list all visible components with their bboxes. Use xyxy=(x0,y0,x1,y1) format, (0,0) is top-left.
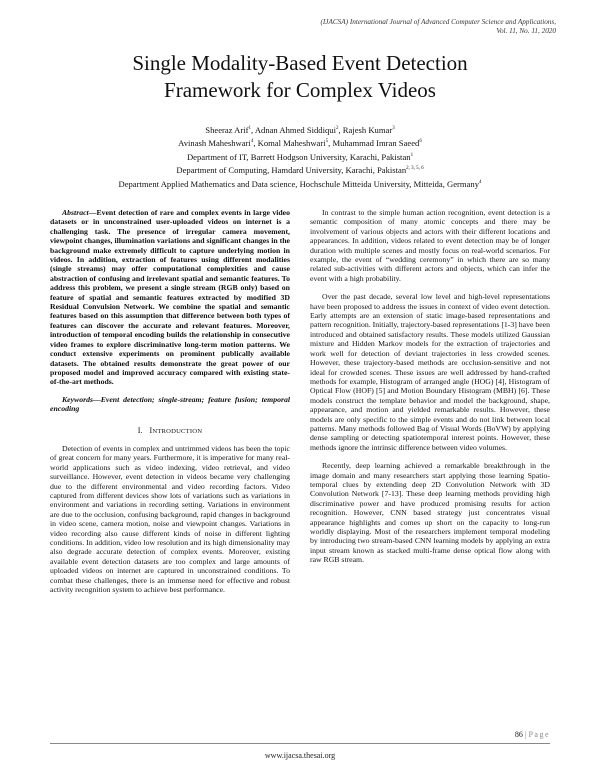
page-number xyxy=(515,730,550,739)
author-index: 4 xyxy=(250,139,254,145)
section-title-rest: NTRODUCTION xyxy=(152,427,203,435)
affiliation-text: Department of Computing, Hamdard University, Karachi, Pakistan xyxy=(176,165,407,176)
journal-volume: Vol. 11, No. 11, 2020 xyxy=(496,27,556,35)
footer-divider xyxy=(50,743,550,744)
author-name: Muhammad Imran Saeed xyxy=(332,138,420,149)
section-title-initial: I xyxy=(149,425,153,435)
title-line-2: Framework for Complex Videos xyxy=(164,78,436,102)
abstract-text: Event detection of rare and complex events in large video datasets or in unconstrained user-uploaded videos on internet is a challenging task. The presence of irregular camera movement, viewpoint changes, illumination variations and significant changes in the background make extremely difficult to capture underlying motion in videos. In addition, extraction of features using different modalities (single streams) may offer computational complexities and cause abstraction of confusing and irrelevant spatial and semantic features. To address this problem, we present a single stream (RGB only) based on feature of spatial and semantic features extracted by modified 3D Residual Convulsion Network. We combine the spatial and semantic features based on this assumption that difference between both types of features can discover the accurate and relevant features. Moreover, introduction of temporal encoding builds the relationship in consecutive video frames to explore discriminative long-term motion patterns. We conduct extensive experiments on prominent publically available datasets. The obtained results demonstrate the great power of our proposed model and improved accuracy compared with existing state-of-the-art methods. xyxy=(50,208,290,387)
keywords xyxy=(50,395,290,414)
body-paragraph: In contrast to the simple human action recognition, event detection is a semantic composition of many atomic concepts and there may be involvement of various objects and actors with their different locations and appearances. In addition, videos related to event detection may be of longer duration with multiple scenes and mostly focus on real-world scenarios. For example, the event of “wedding ceremony” in which there are so many related sub-activities with different actors and objects, which can infer the event with a high probability. xyxy=(310,208,550,283)
affiliation xyxy=(30,163,570,176)
right-column xyxy=(310,208,550,565)
page-label: Page xyxy=(528,730,550,739)
affiliation-index: 2, 3, 5, 6 xyxy=(406,166,424,172)
author-index: 5 xyxy=(325,139,329,145)
affiliation xyxy=(30,150,570,163)
title-line-1: Single Modality-Based Event Detection xyxy=(132,51,468,75)
journal-name: (IJACSA) International Journal of Advanced Computer Science and Applications, xyxy=(320,18,556,26)
author-name: Komal Maheshwari xyxy=(257,138,326,149)
affiliation-index: 1 xyxy=(410,152,414,158)
page-separator: | xyxy=(524,730,527,739)
left-column xyxy=(50,208,290,594)
author-block xyxy=(30,123,570,190)
author-name: Adnan Ahmed Siddiqui xyxy=(254,124,336,135)
abstract xyxy=(50,208,290,387)
author-name: Sheeraz Arif xyxy=(205,124,249,135)
affiliation xyxy=(30,177,570,190)
intro-paragraph: Detection of events in complex and untrimmed videos has been the topic of great concern for many years. Furthermore, it is imperative for many real-world applications such as video indexing, video retrieval, and video surveillance. However, event detection in videos became very challenging due to the different environmental and video recording factors. Video captured from different devices show lots of variations such as variations in environment and variations in recording setting. Variations in environment are due to the occlusion, confusing background, rapid changes in background in video scene, camera motion, noise and viewpoint changes. Variations in video recording also cause different kinds of noise in different lighting conditions. In addition, video low resolution and its high dimensionality may also degrade accurate detection of complex events. Moreover, existing available event detection datasets are too complex and large amounts of uploaded videos on internet are captured in unconstrained conditions. To combat these challenges, there is an immense need for effective and robust activity recognition system to achieve best performance. xyxy=(50,443,290,595)
author-row-2: Avinash Maheshwari$^4$, Komal Maheshwari$^5$, Muhammad Imran Saeed$^6$ xyxy=(178,138,422,149)
section-number: I. xyxy=(137,425,143,435)
journal-header xyxy=(156,18,556,36)
abstract-label: Abstract— xyxy=(62,208,97,217)
footer-url[interactable]: www.ijacsa.thesai.org xyxy=(264,751,336,760)
author-index: 3 xyxy=(392,126,395,131)
body-paragraph: Over the past decade, several low level and high-level representations have been proposed to address the issues in context of video event detection. Early attempts are an extension of static image-based representations and pattern recognition. Initially, trajectory-based representations [1-3] have been introduced and obtained satisfactory results. These models utilized Gaussian mixture and Hidden Markov models for the extraction of trajectories and work well for detection of deviant trajectories in less crowded scenes. However, these trajectory-based methods are occlusion-sensitive and not ideal for crowded scenes. These issues are well addressed by hand-crafted methods for example, Histogram of arranged angle (HOG) [4], Histogram of Optical Flow (HOF) [5] and Motion Boundary Histogram (MBH) [6]. These models construct the template behavior and model the background, shape, appearance, and motion and yielded remarkable results. However, these models are only specific to the simple events and do not link between local patterns. Many methods followed Bag of Visual Words (BoVW) by applying dense sampling or detecting spatiotemporal interest points. However, these methods ignore the intrinsic difference between video volumes. xyxy=(310,292,550,452)
author-name: Avinash Maheshwari xyxy=(178,138,251,149)
author-index: 1 xyxy=(248,126,251,131)
author-index: 2 xyxy=(335,126,339,131)
affiliation-text: Department Applied Mathematics and Data science, Hochschule Mitteida University, Mitteida, Germany xyxy=(118,178,479,189)
author-name: Rajesh Kumar xyxy=(342,124,393,135)
body-paragraph: Recently, deep learning achieved a remarkable breakthrough in the image domain and many researchers start applying those learning Spatio-temporal clues by extending deep 2D Convolution Network with 3D Convolution Network [7-13]. These deep learning methods providing high discriminative power and have produced promising results for action recognition. However, CNN based strategy just concentrates visual appearance highlights and comes up short on the capacity to long-run worldly displaying. Most of the researchers implement temporal modeling by introducing two stream-based CNN learning models by applying an extra input stream known as stacked multi-frame dense optical flow along with raw RGB stream. xyxy=(310,461,550,565)
affiliation-index: 4 xyxy=(479,179,482,185)
affiliation-text: Department of IT, Barrett Hodgson University, Karachi, Pakistan xyxy=(186,151,411,162)
author-row-1: Sheeraz Arif$^1$, Adnan Ahmed Siddiqui$^2$, Rajesh Kumar$^3$ xyxy=(205,124,395,135)
paper-title xyxy=(40,50,560,104)
page-number-value: 86 xyxy=(514,730,523,739)
author-index: 6 xyxy=(419,139,422,145)
section-heading xyxy=(50,426,290,436)
keywords-label: Keywords— xyxy=(62,394,101,404)
keywords-text: Event detection; single-stream; feature fusion; temporal encoding xyxy=(50,394,290,414)
